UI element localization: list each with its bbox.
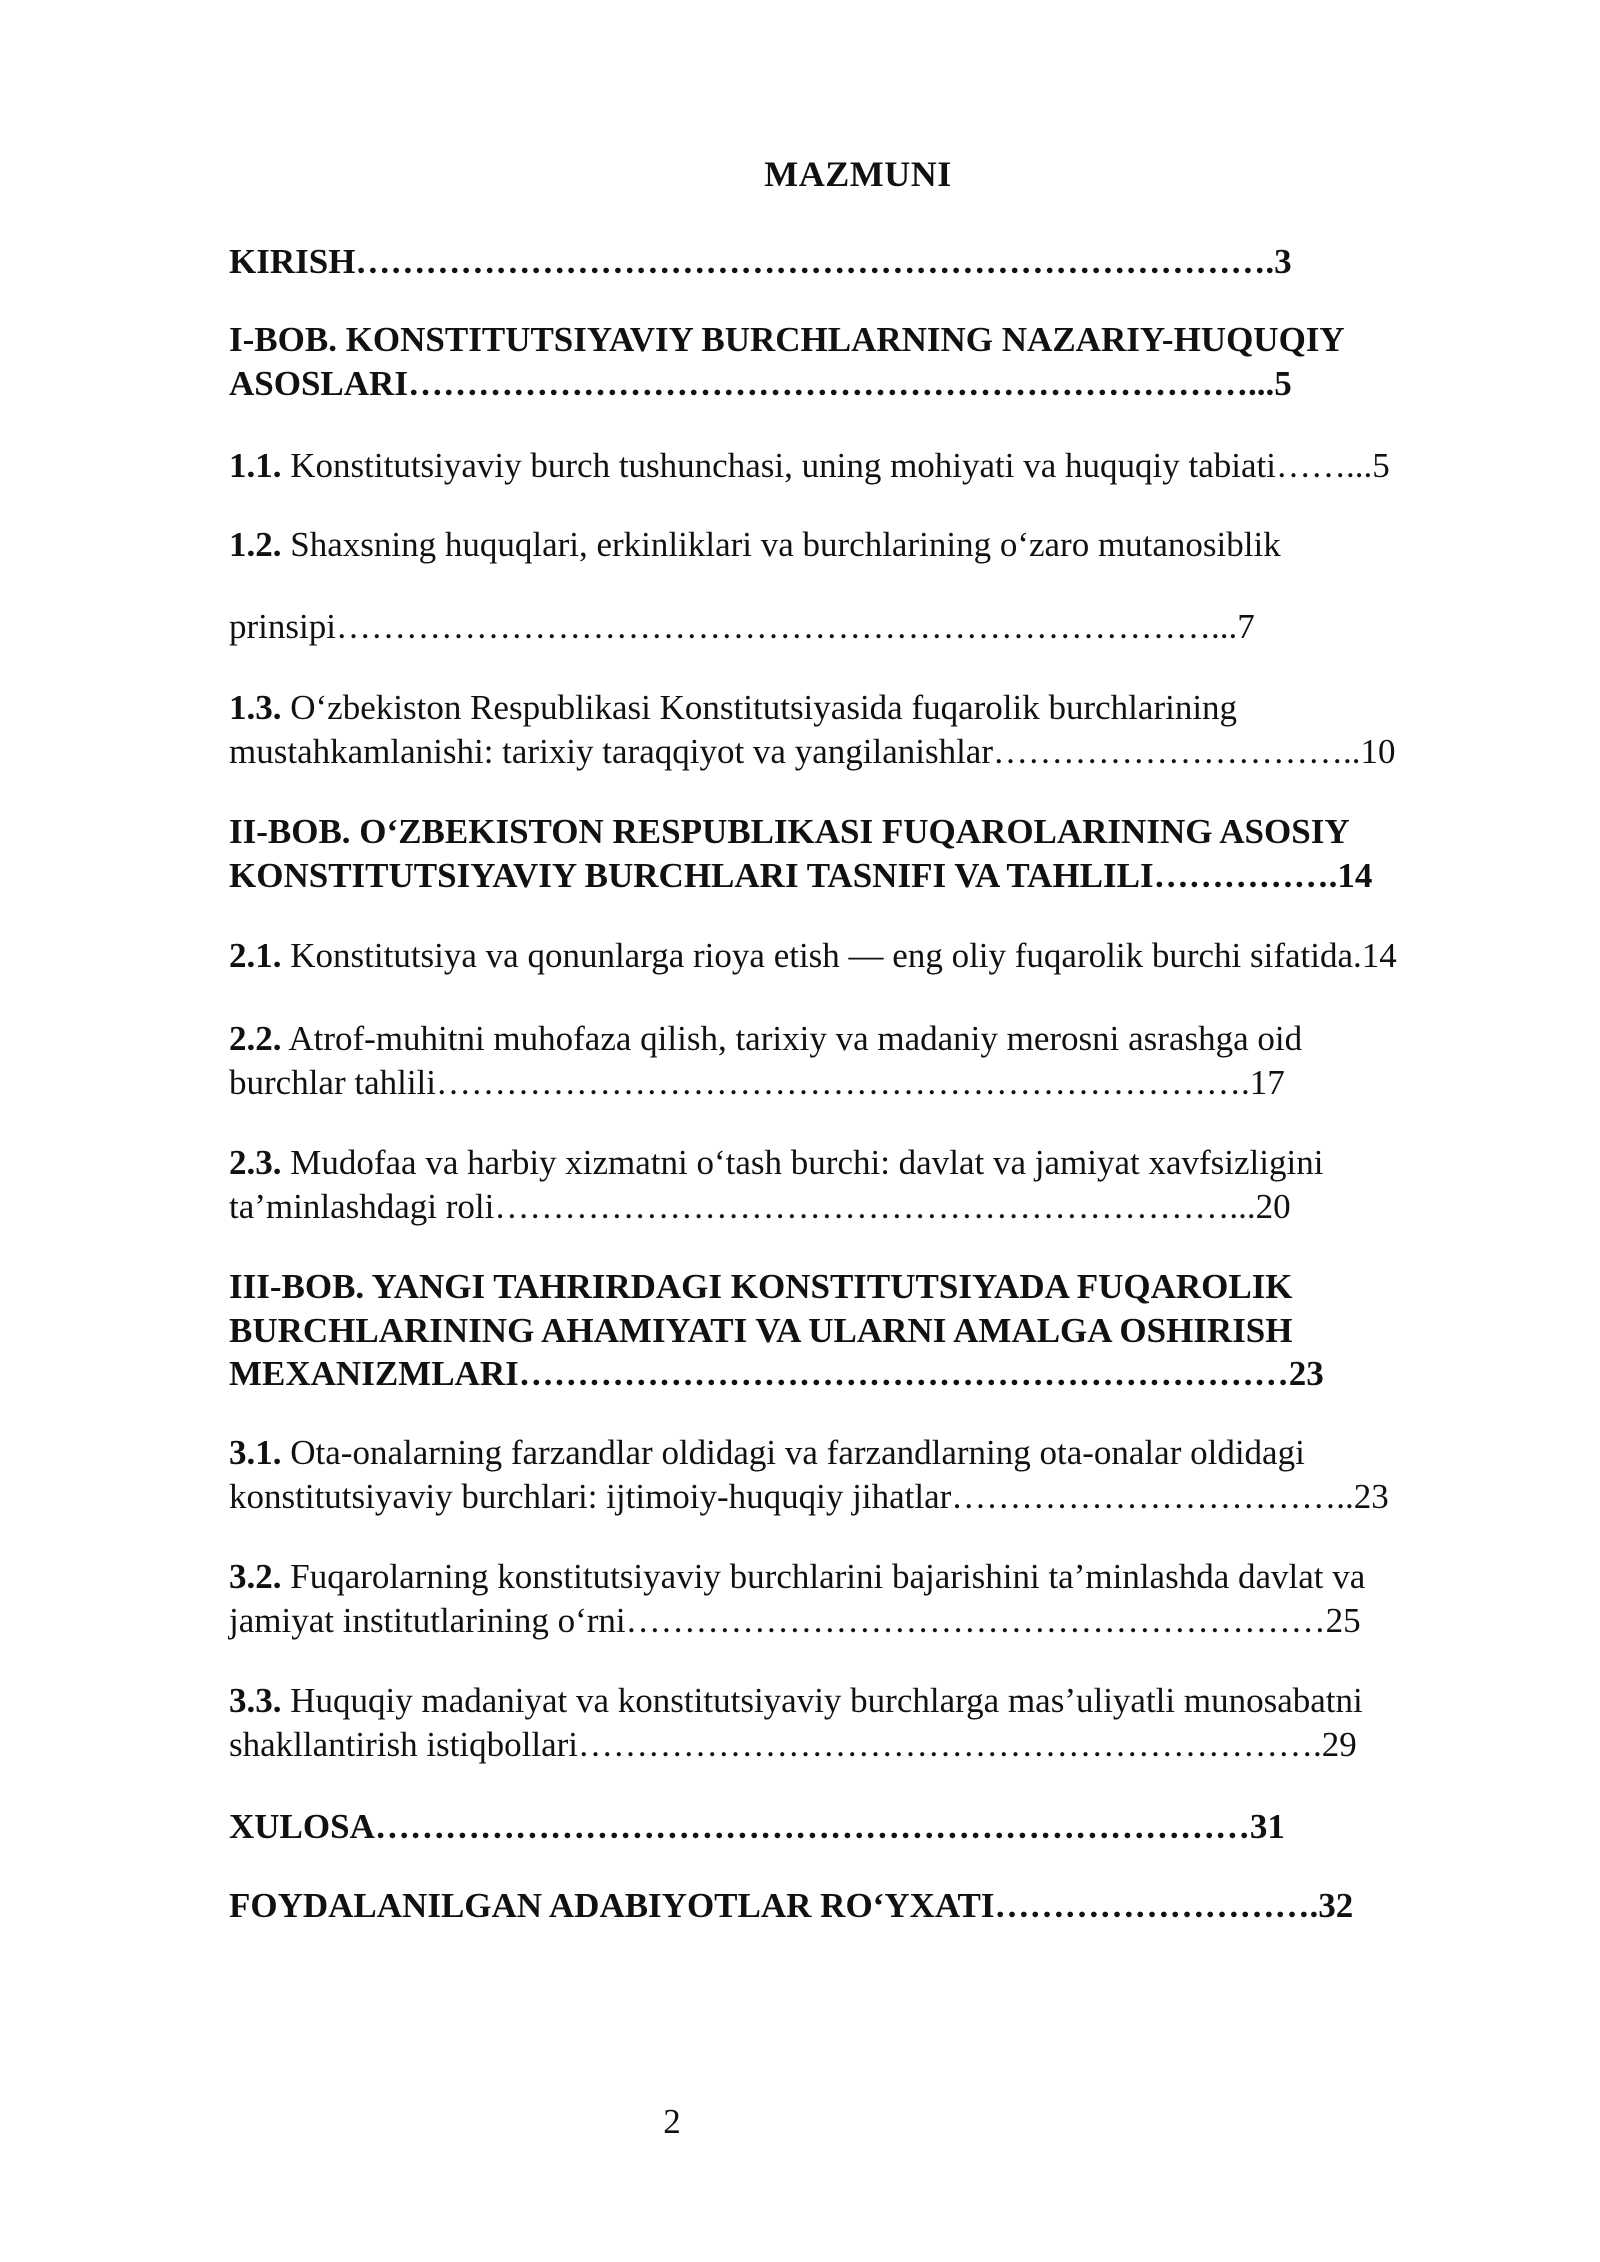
toc-entry-section-2-2[interactable] [229,1017,1487,1104]
toc-line: XULOSA…………………………………………………………………31 [229,1807,1285,1846]
toc-entry-section-3-1[interactable] [229,1431,1487,1518]
section-number: 3.3. [229,1681,282,1720]
section-number: 1.1. [229,446,282,485]
toc-line: mustahkamlanishi: tarixiy taraqqiyot va yangilanishlar…………………………..10 [229,731,1396,771]
section-text: Huquqiy madaniyat va konstitutsiyaviy burchlarga mas’uliyatli munosabatni [281,1681,1363,1720]
toc-entry-chapter-2[interactable] [229,810,1487,897]
section-number: 3.2. [229,1557,282,1596]
toc-line [229,1141,1487,1185]
toc-line: KIRISH…………………………………………………………………….3 [229,242,1292,281]
toc-line [229,686,1487,730]
toc-line: prinsipi…………………………………………………………………...7 [229,607,1255,646]
toc-line: MEXANIZMLARI…………………………………………………………23 [229,1354,1324,1393]
toc-entry-references[interactable] [229,1884,1487,1928]
toc-line: KONSTITUTSIYAVIY BURCHLARI TASNIFI VA TAHLILI…………….14 [229,855,1373,895]
toc-entry-section-1-1[interactable] [229,444,1487,488]
toc-entry-section-1-2-cont[interactable] [229,605,1487,649]
toc-line [229,934,1487,978]
section-text: Fuqarolarning konstitutsiyaviy burchlarini bajarishini ta’minlashda davlat va [281,1557,1366,1596]
toc-entry-chapter-3[interactable] [229,1265,1487,1396]
section-text: O‘zbekiston Respublikasi Konstitutsiyasida fuqarolik burchlarining [281,688,1238,727]
section-text: Shaxsning huquqlari, erkinliklari va burchlarining o‘zaro mutanosiblik [281,525,1281,564]
toc-line: jamiyat institutlarining o‘rni……………………………………………………25 [229,1600,1361,1640]
toc-line [229,523,1487,567]
section-text: Ota-onalarning farzandlar oldidagi va farzandlarning ota-onalar oldidagi [281,1433,1305,1472]
toc-line [229,1679,1487,1723]
toc-entry-section-1-3[interactable] [229,686,1487,773]
toc-line: I-BOB. KONSTITUTSIYAVIY BURCHLARNING NAZARIY-HUQUQIY [229,320,1345,359]
toc-line: FOYDALANILGAN ADABIYOTLAR RO‘YXATI……………………….32 [229,1886,1354,1925]
toc-line: konstitutsiyaviy burchlari: ijtimoiy-huquqiy jihatlar……………………………..23 [229,1476,1389,1516]
toc-line [229,1017,1487,1061]
toc-entry-section-2-1[interactable] [229,934,1487,978]
section-number: 1.2. [229,525,282,564]
section-text: Mudofaa va harbiy xizmatni o‘tash burchi: davlat va jamiyat xavfsizligini [281,1143,1324,1182]
toc-line: shakllantirish istiqbollari……………………………………………………….29 [229,1724,1357,1764]
toc-line: ASOSLARI………………………………………………………………...5 [229,363,1292,403]
page-title: MAZMUNI [764,154,952,194]
section-number: 2.3. [229,1143,282,1182]
toc-line [229,1555,1487,1599]
page-number: 2 [663,2102,681,2141]
toc-line: BURCHLARINING AHAMIYATI VA ULARNI AMALGA OSHIRISH [229,1310,1293,1350]
toc-entry-kirish[interactable] [229,240,1487,284]
toc-entry-chapter-1[interactable] [229,318,1487,405]
section-text: Atrof-muhitni muhofaza qilish, tarixiy va madaniy merosni asrashga oid [281,1019,1303,1058]
section-number: 2.1. [229,936,282,975]
toc-line: burchlar tahlili…………………………………………………………….17 [229,1062,1285,1102]
toc-entry-section-2-3[interactable] [229,1141,1487,1228]
toc-line: II-BOB. O‘ZBEKISTON RESPUBLIKASI FUQAROLARINING ASOSIY [229,812,1350,851]
toc-entry-section-3-2[interactable] [229,1555,1487,1642]
section-number: 3.1. [229,1433,282,1472]
toc-line [229,444,1487,488]
section-text: Konstitutsiyaviy burch tushunchasi, uning mohiyati va huquqiy tabiati……...5 [281,446,1390,485]
section-number: 2.2. [229,1019,282,1058]
toc-entry-xulosa[interactable] [229,1805,1487,1849]
section-text: Konstitutsiya va qonunlarga rioya etish — eng oliy fuqarolik burchi sifatida.14 [281,936,1397,975]
toc-line [229,1431,1487,1475]
toc-line: III-BOB. YANGI TAHRIRDAGI KONSTITUTSIYADA FUQAROLIK [229,1267,1293,1306]
section-number: 1.3. [229,688,282,727]
toc-entry-section-1-2[interactable] [229,523,1487,567]
toc-entry-section-3-3[interactable] [229,1679,1487,1766]
toc-line: ta’minlashdagi roli………………………………………………………...20 [229,1186,1291,1226]
